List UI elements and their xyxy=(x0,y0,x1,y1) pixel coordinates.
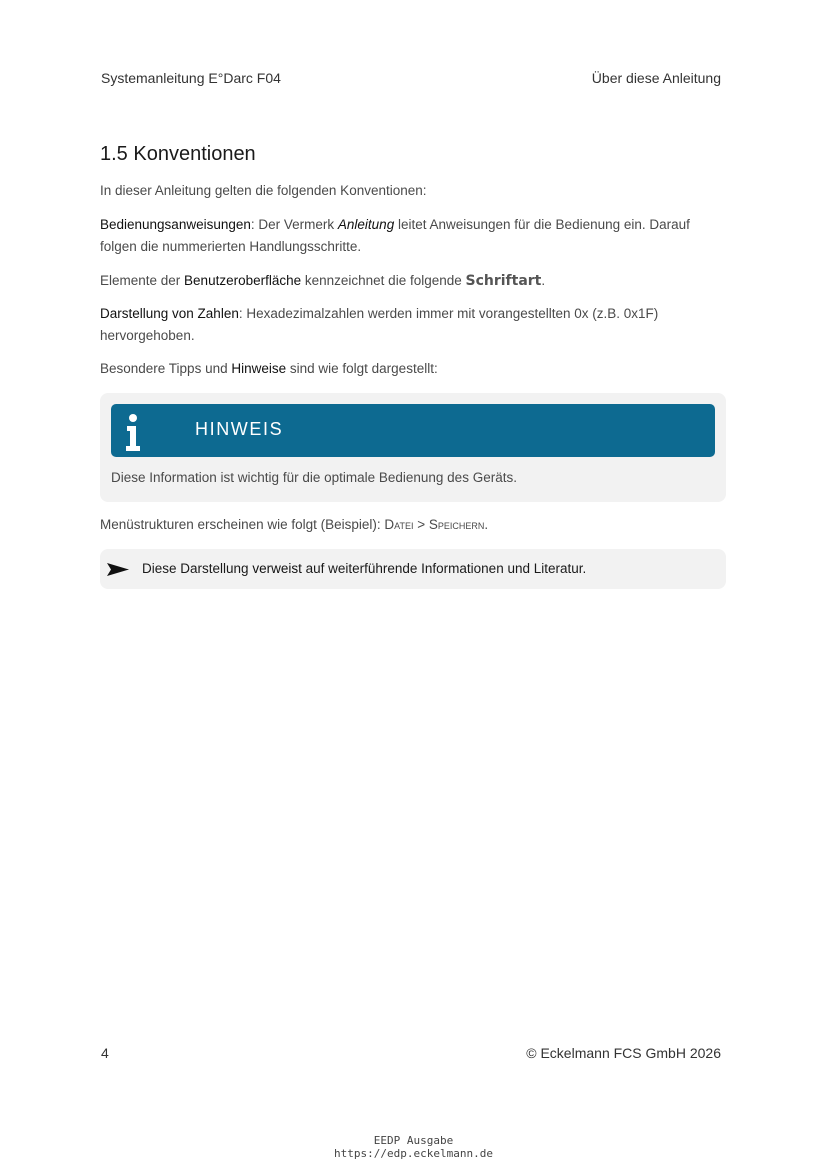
ui-font-sample: Schriftart xyxy=(465,273,542,289)
copyright-notice: © Eckelmann FCS GmbH 2026 xyxy=(526,1045,721,1061)
bedienung-paragraph xyxy=(100,214,730,258)
header-chapter-title: Über diese Anleitung xyxy=(591,70,721,86)
page-number: 4 xyxy=(101,1045,109,1061)
notice-header-bar xyxy=(111,404,715,457)
watermark-url: https://edp.eckelmann.de xyxy=(334,1147,493,1160)
notice-text: Diese Information ist wichtig für die optimale Bedienung des Geräts. xyxy=(111,470,517,485)
reference-text xyxy=(142,561,586,576)
menu-paragraph xyxy=(100,514,730,536)
tipps-term: Hinweise xyxy=(231,361,287,376)
menu-separator: > xyxy=(413,517,429,532)
reference-text-2: auf weiterführende Informationen und Literatur. xyxy=(301,561,587,576)
tipps-paragraph xyxy=(100,358,730,380)
arrow-right-icon xyxy=(107,563,129,576)
tipps-text-1: Besondere Tipps und xyxy=(100,361,232,376)
reference-box xyxy=(100,549,726,589)
bedienung-term: Bedienungsanweisungen xyxy=(100,217,251,232)
intro-paragraph: In dieser Anleitung gelten die folgenden Konventionen: xyxy=(100,183,427,198)
section-title: 1.5 Konventionen xyxy=(100,143,256,165)
anleitung-marker: Anleitung xyxy=(337,217,395,232)
elemente-text-1: Elemente der xyxy=(100,273,185,288)
watermark xyxy=(0,1134,827,1160)
elemente-term: Benutzeroberfläche xyxy=(184,273,302,288)
menu-end: . xyxy=(484,517,489,532)
bedienung-text-2: leitet Anweisungen für die Bedienung ein. Darauf folgen die nummerierten Handlungsschritte. xyxy=(100,217,690,254)
menu-text: Menüstrukturen erscheinen wie folgt (Beispiel): xyxy=(100,517,385,532)
elemente-paragraph xyxy=(100,270,730,292)
info-icon xyxy=(123,412,143,452)
reference-term: verweist xyxy=(252,561,302,576)
zahlen-text: : Hexadezimalzahlen werden immer mit vorangestellten 0x (z.B. 0x1F) hervorgehoben. xyxy=(100,306,659,343)
menu-item-datei: Datei xyxy=(384,517,414,532)
tipps-text-2: sind wie folgt dargestellt: xyxy=(286,361,438,376)
elemente-text-2: kennzeichnet die folgende xyxy=(301,273,466,288)
reference-text-1: Diese Darstellung xyxy=(142,561,253,576)
header-document-title: Systemanleitung E°Darc F04 xyxy=(101,70,281,86)
zahlen-paragraph xyxy=(100,303,730,347)
notice-title: HINWEIS xyxy=(195,419,284,439)
watermark-line-1: EEDP Ausgabe xyxy=(373,1134,454,1147)
menu-item-speichern: Speichern xyxy=(428,517,485,532)
notice-box xyxy=(100,393,726,502)
zahlen-term: Darstellung von Zahlen xyxy=(100,306,239,321)
bedienung-text-1: : Der Vermerk xyxy=(250,217,338,232)
elemente-text-3: . xyxy=(541,273,546,288)
